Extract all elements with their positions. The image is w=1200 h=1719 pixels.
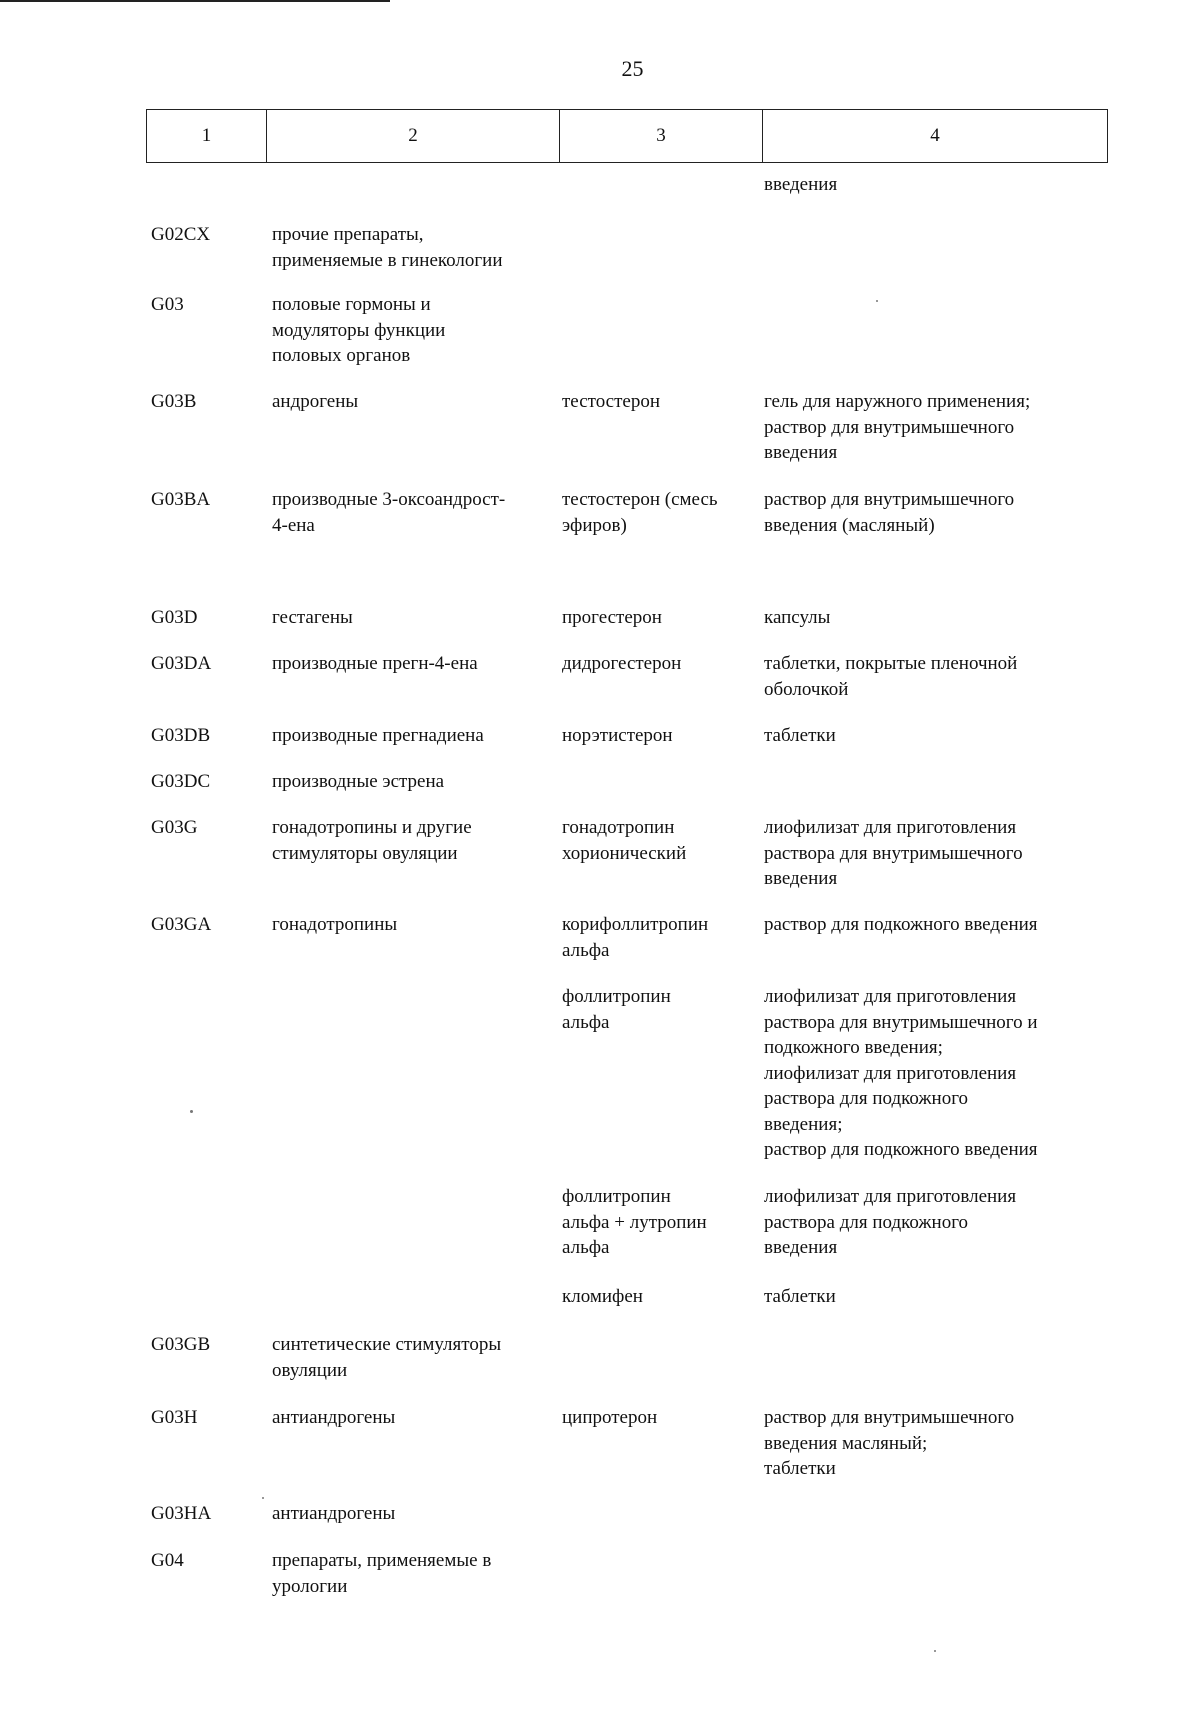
form-cell: раствор для подкожного введения (764, 914, 1038, 935)
form-cell: таблетки (764, 1286, 836, 1307)
form-cell: капсулы (764, 607, 831, 628)
code-cell: G03B (151, 391, 197, 412)
form-cell: раствор для внутримышечного введения масляный; таблетки (764, 1407, 1015, 1479)
scan-speck (262, 1497, 264, 1499)
code-cell: G03H (151, 1407, 198, 1428)
form-cell: лиофилизат для приготовления раствора для подкожного введения (764, 1186, 1017, 1258)
group-cell: производные 3-оксоандрост- 4-ена (272, 489, 506, 536)
group-cell: андрогены (272, 391, 359, 412)
form-cell: введения (764, 174, 838, 195)
drug-cell: норэтистерон (562, 725, 673, 746)
scan-edge-line (0, 0, 390, 2)
group-cell: производные прегнадиена (272, 725, 484, 746)
drug-cell: прогестерон (562, 607, 662, 628)
form-cell: таблетки (764, 725, 836, 746)
drug-cell: дидрогестерон (562, 653, 682, 674)
form-cell: лиофилизат для приготовления раствора для внутримышечного и подкожного введения; лиофилизат для приготовления раствора для подкожного введения; раствор для подкожного введения (764, 986, 1038, 1160)
code-cell: G03BA (151, 489, 211, 510)
code-cell: G03 (151, 294, 184, 315)
table-header (146, 109, 1108, 163)
group-cell: гестагены (272, 607, 353, 628)
header-col-2: 2 (267, 110, 560, 162)
form-cell: гель для наружного применения; раствор для внутримышечного введения (764, 391, 1031, 463)
code-cell: G03GB (151, 1334, 211, 1355)
group-cell: половые гормоны и модуляторы функции половых органов (272, 294, 446, 366)
header-col-3: 3 (560, 110, 763, 162)
drug-cell: кломифен (562, 1286, 643, 1307)
code-cell: G03DA (151, 653, 212, 674)
drug-cell: тестостерон (562, 391, 661, 412)
form-cell: таблетки, покрытые пленочной оболочкой (764, 653, 1018, 700)
group-cell: производные прегн-4-ена (272, 653, 478, 674)
page-number: 25 (621, 56, 644, 81)
header-col-4: 4 (930, 125, 940, 146)
group-cell: синтетические стимуляторы овуляции (272, 1334, 502, 1381)
group-cell: антиандрогены (272, 1407, 396, 1428)
code-cell: G03G (151, 817, 198, 838)
code-cell: G03HA (151, 1503, 212, 1524)
scan-speck (190, 1110, 193, 1113)
code-cell: G03DC (151, 771, 211, 792)
form-cell: раствор для внутримышечного введения (масляный) (764, 489, 1015, 536)
header-col-1: 1 (147, 110, 267, 162)
group-cell: антиандрогены (272, 1503, 396, 1524)
group-cell: прочие препараты, применяемые в гинекологии (272, 224, 503, 271)
scan-speck (876, 300, 878, 302)
group-cell: препараты, применяемые в урологии (272, 1550, 492, 1597)
group-cell: гонадотропины (272, 914, 398, 935)
scan-speck (934, 1650, 936, 1652)
drug-cell: фоллитропин альфа (562, 986, 671, 1033)
drug-cell: корифоллитропин альфа (562, 914, 709, 961)
code-cell: G03D (151, 607, 198, 628)
drug-cell: фоллитропин альфа + лутропин альфа (562, 1186, 707, 1258)
drug-cell: тестостерон (смесь эфиров) (562, 489, 718, 536)
form-cell: лиофилизат для приготовления раствора для внутримышечного введения (764, 817, 1023, 889)
drug-cell: ципротерон (562, 1407, 658, 1428)
code-cell: G03GA (151, 914, 212, 935)
drug-cell: гонадотропин хорионический (562, 817, 687, 864)
group-cell: гонадотропины и другие стимуляторы овуляции (272, 817, 472, 864)
group-cell: производные эстрена (272, 771, 445, 792)
code-cell: G03DB (151, 725, 211, 746)
code-cell: G04 (151, 1550, 184, 1571)
code-cell: G02CX (151, 224, 211, 245)
